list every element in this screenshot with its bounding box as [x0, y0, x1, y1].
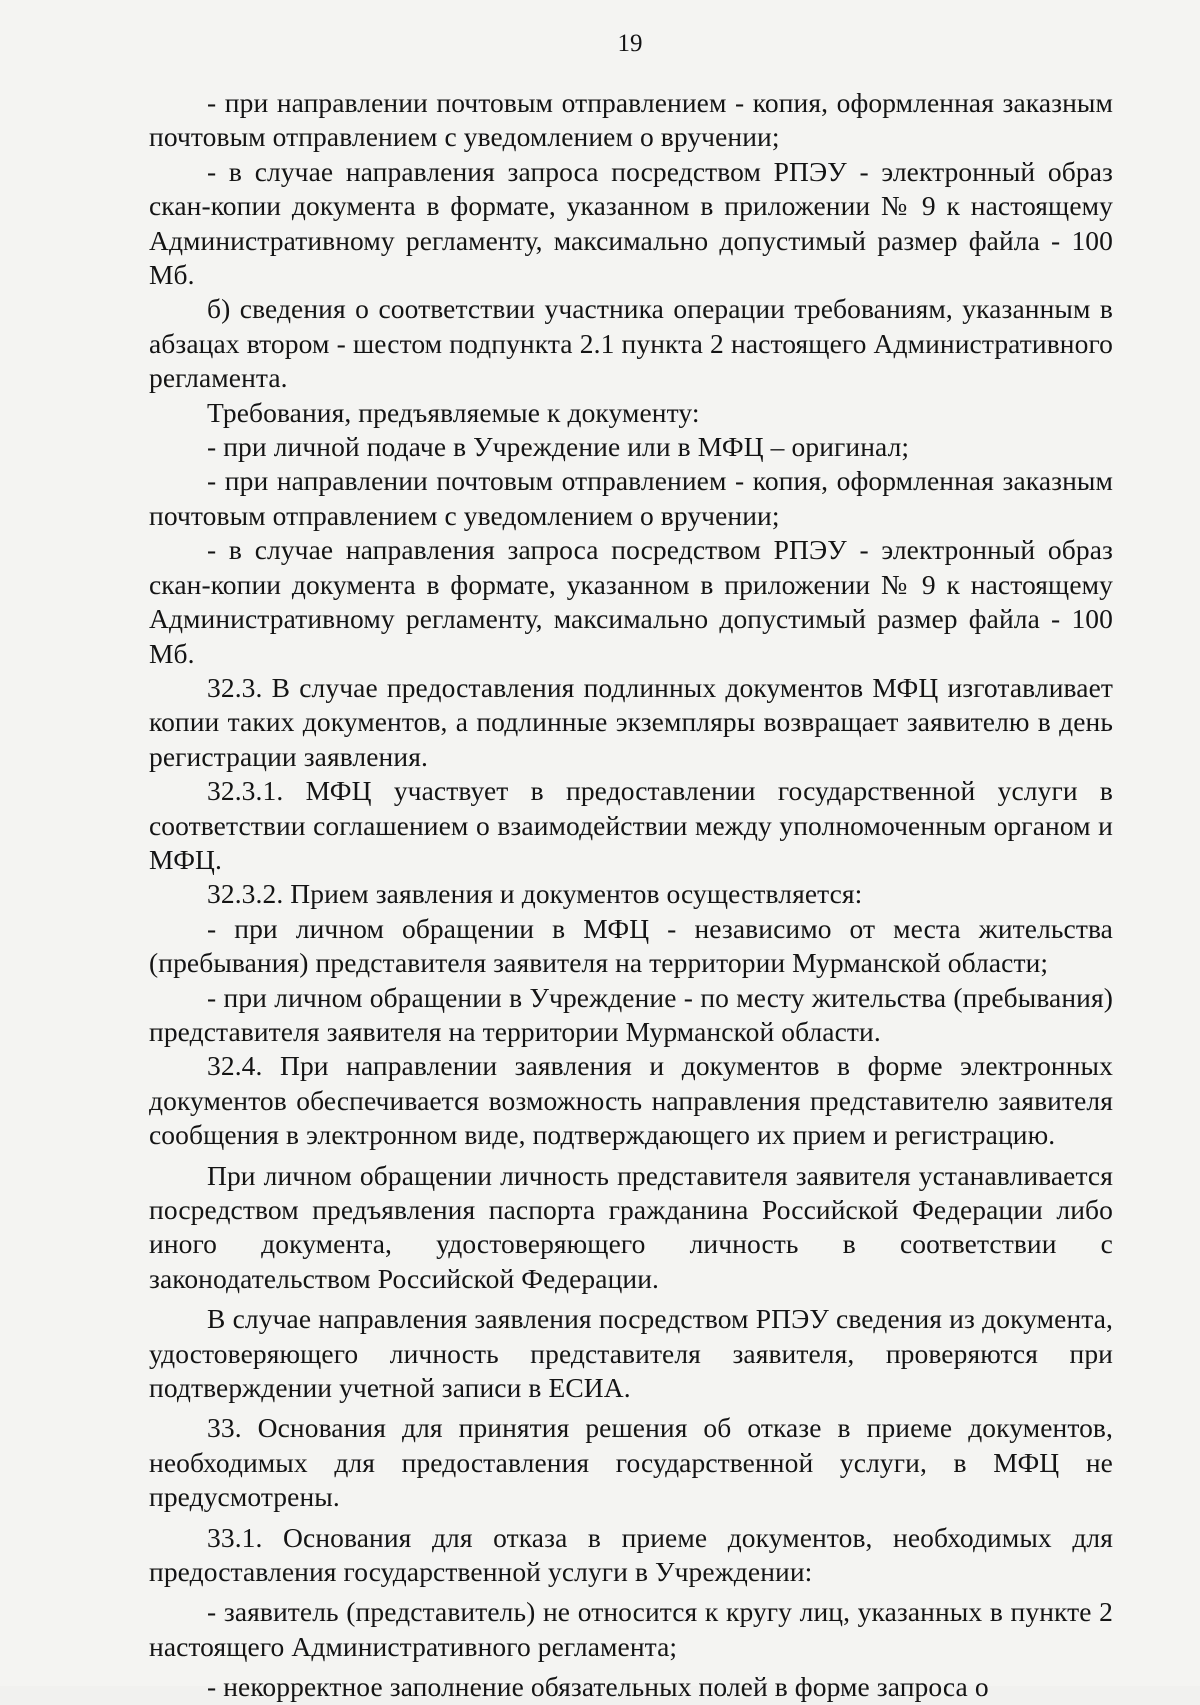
paragraph: 32.3.2. Прием заявления и документов осуществляется:: [207, 878, 863, 910]
paragraph: - в случае направления запроса посредством РПЭУ - электронный образ скан-копии документа в формате, указанном в приложении № 9 к настоящему Административному регламенту, максимально допустимый размер файла - 100 Мб.: [149, 155, 1113, 291]
paragraph: - в случае направления запроса посредством РПЭУ - электронный образ скан-копии документа в формате, указанном в приложении № 9 к настоящему Административному регламенту, максимально допустимый размер файла - 100 Мб.: [149, 534, 1113, 669]
paragraph: 32.3.1. МФЦ участвует в предоставлении государственной услуги в соответствии соглашением о взаимодействии между уполномоченным органом и МФЦ.: [149, 775, 1113, 875]
document-body: [149, 86, 1113, 1705]
paragraph: - при направлении почтовым отправлением - копия, оформленная заказным почтовым отправлением с уведомлением о вручении;: [149, 465, 1113, 531]
paragraph: - при личной подаче в Учреждение или в МФЦ – оригинал;: [207, 431, 910, 463]
paragraph: 33.1. Основания для отказа в приеме документов, необходимых для предоставления государственной услуги в Учреждении:: [149, 1521, 1113, 1588]
page-number: 19: [617, 30, 643, 57]
paragraph: - при личном обращении в Учреждение - по месту жительства (пребывания) представителя заявителя на территории Мурманской области.: [149, 981, 1113, 1047]
paragraph: 32.3. В случае предоставления подлинных документов МФЦ изготавливает копии таких документов, а подлинные экземпляры возвращает заявителю в день регистрации заявления.: [149, 671, 1113, 772]
paragraph: Требования, предъявляемые к документу:: [207, 396, 700, 428]
paragraph: При личном обращении личность представителя заявителя устанавливается посредством предъявления паспорта гражданина Российской Федерации либо иного документа, удостоверяющего личность в соответствии с законодательством Российской Федерации.: [149, 1159, 1113, 1294]
paragraph: - заявитель (представитель) не относится к кругу лиц, указанных в пункте 2 настоящего Административного регламента;: [149, 1596, 1113, 1662]
paragraph: 32.4. При направлении заявления и документов в форме электронных документов обеспечивается возможность направления представителю заявителя сообщения в электронном виде, подтверждающего их прием и регистрацию.: [149, 1050, 1113, 1151]
paragraph: - некорректное заполнение обязательных полей в форме запроса о: [207, 1671, 989, 1703]
paragraph: б) сведения о соответствии участника операции требованиям, указанным в абзацах втором - шестом подпункта 2.1 пункта 2 настоящего Административного регламента.: [149, 293, 1113, 394]
paragraph: В случае направления заявления посредством РПЭУ сведения из документа, удостоверяющего личность представителя заявителя, проверяются при подтверждении учетной записи в ЕСИА.: [149, 1303, 1113, 1404]
paragraph: - при личном обращении в МФЦ - независимо от места жительства (пребывания) представителя заявителя на территории Мурманской области;: [149, 912, 1113, 979]
paragraph: - при направлении почтовым отправлением - копия, оформленная заказным почтовым отправлением с уведомлением о вручении;: [149, 87, 1113, 153]
paragraph: 33. Основания для принятия решения об отказе в приеме документов, необходимых для предоставления государственной услуги, в МФЦ не предусмотрены.: [149, 1412, 1113, 1513]
